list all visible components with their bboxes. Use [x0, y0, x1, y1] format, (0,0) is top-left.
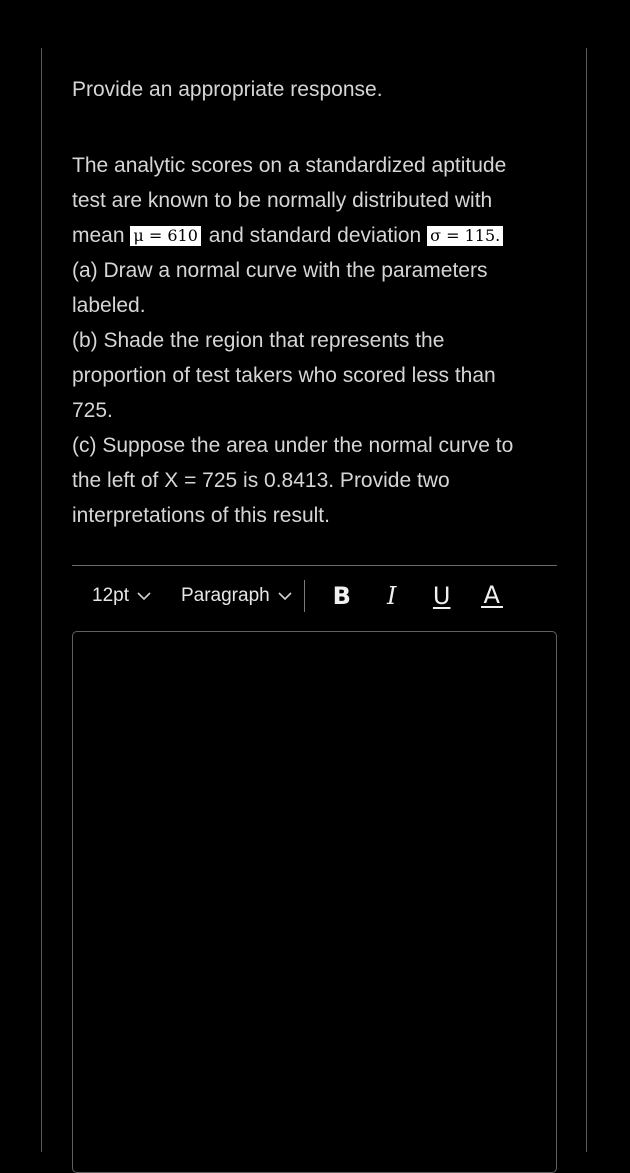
part-c-text: (c) Suppose the area under the normal curve to: [72, 434, 514, 457]
italic-button[interactable]: I: [386, 582, 397, 610]
mu-value-image: μ = 610: [130, 226, 201, 246]
sd-label: and standard deviation: [208, 224, 422, 247]
part-b-text: 725.: [72, 399, 113, 422]
block-format-dropdown[interactable]: [181, 585, 292, 607]
part-a-text: (a) Draw a normal curve with the parameters: [72, 259, 488, 282]
question-line: test are known to be normally distributed with: [72, 189, 493, 212]
font-size-value: 12pt: [92, 585, 129, 606]
question-text: [72, 148, 562, 533]
instruction-text: Provide an appropriate response.: [72, 78, 383, 101]
chevron-down-icon: [278, 591, 292, 601]
question-line-parameters: [72, 218, 562, 253]
block-format-value: Paragraph: [180, 585, 270, 606]
underline-button[interactable]: U: [432, 582, 451, 610]
mean-label: mean: [72, 224, 125, 247]
font-size-dropdown[interactable]: [92, 585, 151, 607]
part-b-text: proportion of test takers who scored less than: [72, 364, 496, 387]
response-editor[interactable]: [72, 631, 557, 1173]
question-line: The analytic scores on a standardized aptitude: [72, 154, 507, 177]
part-a-text: labeled.: [72, 294, 146, 317]
sigma-value-image: σ = 115.: [427, 226, 503, 246]
part-c-text: the left of X = 725 is 0.8413. Provide two: [72, 469, 450, 492]
bold-button[interactable]: B: [332, 582, 351, 610]
left-frame-border: [41, 48, 42, 1152]
part-c-text: interpretations of this result.: [72, 504, 330, 527]
editor-divider: [72, 565, 557, 566]
text-color-button[interactable]: A: [481, 584, 503, 608]
editor-toolbar: [72, 576, 557, 616]
question-content: [72, 72, 562, 533]
toolbar-separator: [304, 580, 305, 612]
right-frame-border: [586, 48, 587, 1152]
chevron-down-icon: [137, 591, 151, 601]
part-b-text: (b) Shade the region that represents the: [72, 329, 445, 352]
